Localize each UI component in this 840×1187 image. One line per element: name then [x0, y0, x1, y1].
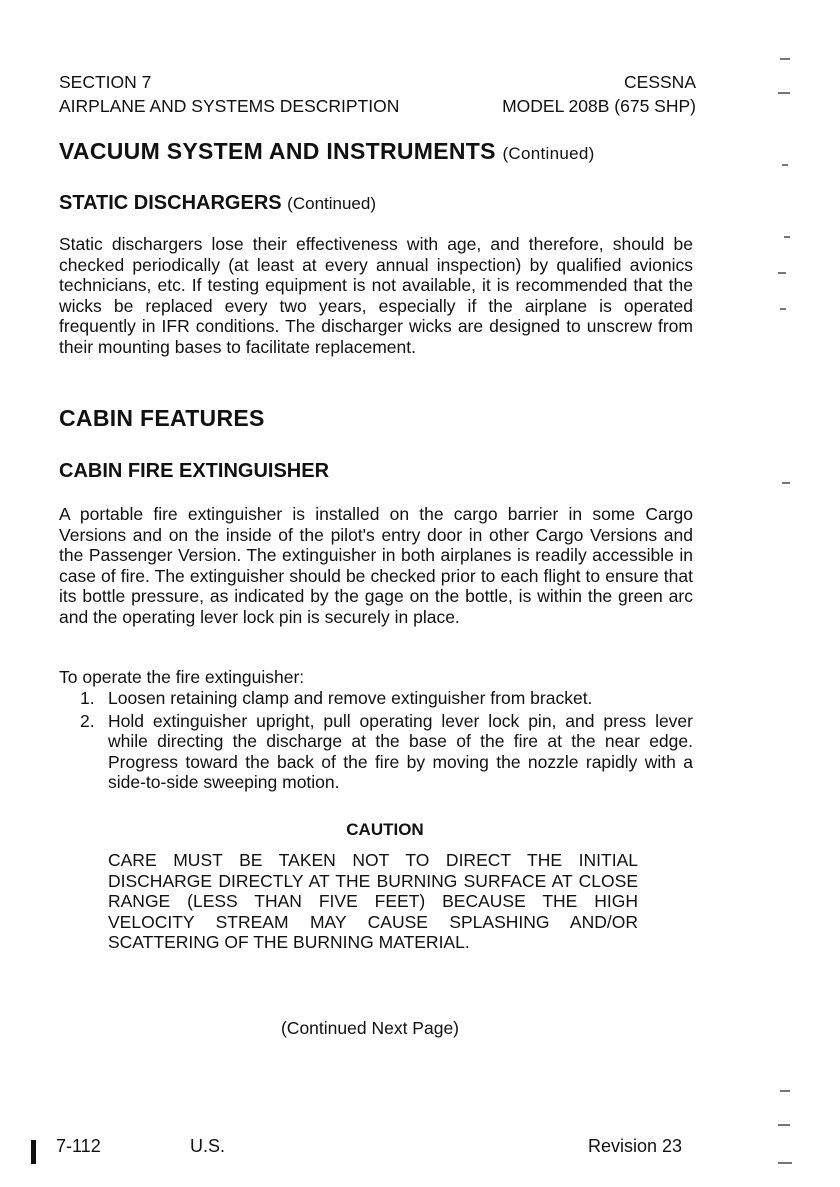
- extinguisher-paragraph: A portable fire extinguisher is installed on the cargo barrier in some Cargo Versions and on the inside of the pilot's entry door in other Cargo Versions and the Passenger Version. The extinguisher in both airplanes is readily accessible in case of fire. The extinguisher should be checked prior to each flight to ensure that its bottle pressure, as indicated by the gage on the bottle, is within the green arc and the operating lever lock pin is securely in place.: [59, 504, 693, 627]
- cabin-features-heading: CABIN FEATURES: [59, 405, 265, 431]
- revision-bar: [31, 1140, 36, 1164]
- step-number: 1.: [80, 688, 95, 708]
- vacuum-heading: [59, 138, 595, 165]
- static-paragraph: Static dischargers lose their effectiveness with age, and therefore, should be checked periodically (at least at every annual inspection) by qualified avionics technicians, etc. If testing equipment is not available, it is recommended that the wicks be replaced every two years, especially if the airplane is operated frequently in IFR conditions. The discharger wicks are designed to unscrew from their mounting bases to facilitate replacement.: [59, 234, 693, 357]
- continued-next-page: (Continued Next Page): [280, 1018, 460, 1038]
- region-label: U.S.: [190, 1136, 226, 1156]
- operate-intro: To operate the fire extinguisher:: [59, 667, 305, 687]
- caution-text: CARE MUST BE TAKEN NOT TO DIRECT THE INITIAL DISCHARGE DIRECTLY AT THE BURNING SURFACE AT CLOSE RANGE (LESS THAN FIVE FEET) BECAUSE THE HIGH VELOCITY STREAM MAY CAUSE SPLASHING AND/OR SCATTERING OF THE BURNING MATERIAL.: [108, 850, 638, 953]
- list-item: [80, 711, 693, 793]
- vacuum-continued: (Continued): [502, 144, 595, 163]
- manufacturer-label: CESSNA: [624, 72, 696, 92]
- step-text: Loosen retaining clamp and remove extinguisher from bracket.: [108, 688, 593, 708]
- vacuum-title: VACUUM SYSTEM AND INSTRUMENTS: [59, 138, 496, 164]
- model-label: MODEL 208B (675 SHP): [502, 96, 696, 116]
- page-number: 7-112: [56, 1136, 101, 1156]
- document-subtitle: AIRPLANE AND SYSTEMS DESCRIPTION: [59, 96, 400, 116]
- revision-label: Revision 23: [588, 1136, 683, 1156]
- section-label: SECTION 7: [59, 72, 152, 92]
- scan-margin-marks: [772, 0, 802, 1187]
- caution-title: CAUTION: [346, 820, 424, 839]
- list-item: [80, 688, 693, 709]
- step-text: Hold extinguisher upright, pull operating lever lock pin, and press lever while directing the discharge at the base of the fire at the near edge. Progress toward the back of the fire by moving the nozzle rapidly with a side-to-side sweeping motion.: [108, 710, 693, 793]
- extinguisher-heading: CABIN FIRE EXTINGUISHER: [59, 460, 330, 482]
- static-title: STATIC DISCHARGERS: [59, 192, 282, 214]
- operate-steps: [80, 688, 693, 795]
- step-number: 2.: [80, 710, 95, 731]
- static-continued: (Continued): [287, 194, 376, 213]
- static-heading: [59, 192, 376, 215]
